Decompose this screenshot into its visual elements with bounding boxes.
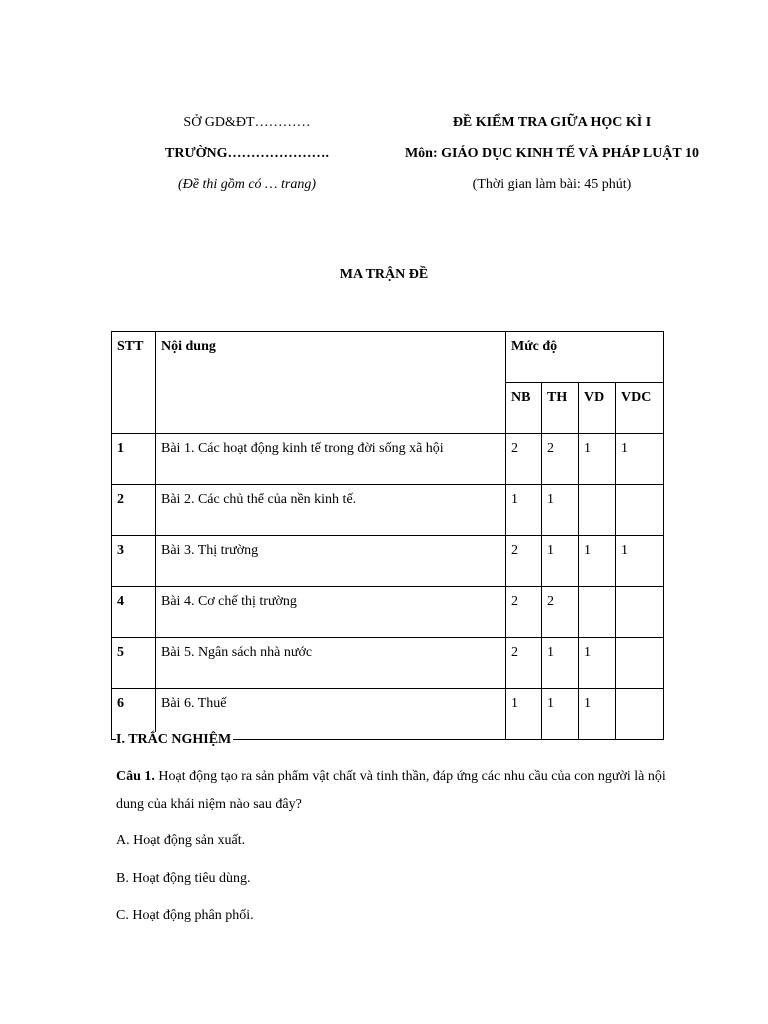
exam-title: ĐỀ KIỂM TRA GIỮA HỌC KÌ I — [452, 115, 652, 130]
subject-line: Môn: GIÁO DỤC KINH TẾ VÀ PHÁP LUẬT 10 — [404, 146, 700, 161]
header-stt: STT — [112, 332, 156, 434]
row-vdc — [616, 689, 664, 740]
row-vdc — [616, 638, 664, 689]
option-a: A. Hoạt động sản xuất. — [116, 833, 246, 848]
row-nb: 2 — [506, 638, 542, 689]
row-content: Bài 5. Ngân sách nhà nước — [156, 638, 506, 689]
row-vdc — [616, 485, 664, 536]
option-c: C. Hoạt động phân phối. — [116, 908, 254, 923]
option-b: B. Hoạt động tiêu dùng. — [116, 871, 251, 886]
header-level-vdc: VDC — [616, 383, 664, 434]
row-vdc — [616, 587, 664, 638]
department-line: SỞ GD&ĐT………… — [183, 115, 311, 130]
header-content: Nội dung — [156, 332, 506, 434]
school-line: TRƯỜNG…………………. — [165, 146, 329, 161]
row-nb: 1 — [506, 689, 542, 740]
question-label: Câu 1. — [116, 769, 155, 784]
row-nb: 2 — [506, 434, 542, 485]
header-level: Mức độ — [506, 332, 664, 383]
row-vd — [579, 485, 616, 536]
row-stt: 4 — [112, 587, 156, 638]
table-row — [112, 434, 664, 485]
row-content: Bài 2. Các chủ thể của nền kinh tế. — [156, 485, 506, 536]
row-stt: 5 — [112, 638, 156, 689]
matrix-table — [111, 331, 664, 740]
row-nb: 1 — [506, 485, 542, 536]
row-vd: 1 — [579, 434, 616, 485]
row-th: 1 — [542, 536, 579, 587]
row-vdc: 1 — [616, 536, 664, 587]
row-vd: 1 — [579, 638, 616, 689]
header-level-nb: NB — [506, 383, 542, 434]
page-count-note: (Đề thi gồm có … trang) — [177, 177, 317, 192]
table-row — [112, 536, 664, 587]
header-level-th: TH — [542, 383, 579, 434]
row-content: Bài 3. Thị trường — [156, 536, 506, 587]
row-vd — [579, 587, 616, 638]
row-stt: 2 — [112, 485, 156, 536]
table-row — [112, 587, 664, 638]
header-level-vd: VD — [579, 383, 616, 434]
time-note: (Thời gian làm bài: 45 phút) — [472, 177, 632, 192]
table-row — [112, 638, 664, 689]
question-1 — [116, 763, 676, 819]
row-stt: 3 — [112, 536, 156, 587]
row-content: Bài 1. Các hoạt động kinh tế trong đời sống xã hội — [156, 434, 506, 485]
row-nb: 2 — [506, 536, 542, 587]
table-row — [112, 485, 664, 536]
row-th: 1 — [542, 689, 579, 740]
row-th: 1 — [542, 638, 579, 689]
question-text: Hoạt động tạo ra sản phẩm vật chất và tinh thần, đáp ứng các nhu cầu của con người là nội dung của khái niệm nào sau đây? — [116, 769, 666, 812]
row-th: 1 — [542, 485, 579, 536]
matrix-title: MA TRẬN ĐỀ — [339, 267, 429, 282]
row-vdc: 1 — [616, 434, 664, 485]
row-stt: 1 — [112, 434, 156, 485]
row-nb: 2 — [506, 587, 542, 638]
row-content: Bài 4. Cơ chế thị trường — [156, 587, 506, 638]
row-content: Bài 6. Thuế — [156, 689, 506, 740]
row-th: 2 — [542, 434, 579, 485]
section-title: I. TRẮC NGHIỆM — [116, 732, 232, 747]
row-vd: 1 — [579, 689, 616, 740]
row-vd: 1 — [579, 536, 616, 587]
row-th: 2 — [542, 587, 579, 638]
row-stt: 6 — [112, 689, 156, 740]
